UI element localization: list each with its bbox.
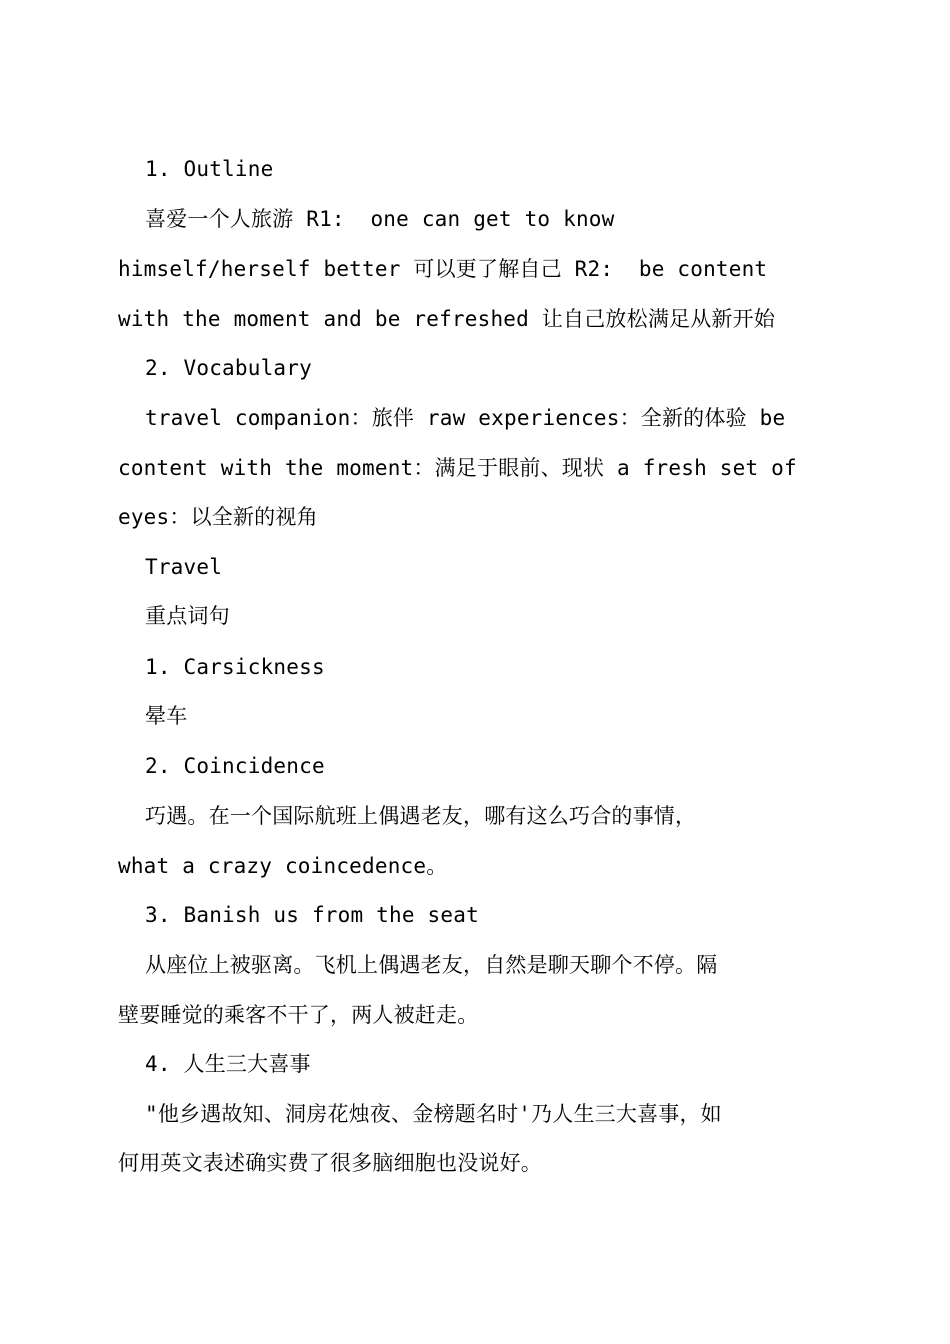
phrase-3-text-line-1: 从座位上被驱离。飞机上偶遇老友，自然是聊天聊个不停。隔 (145, 953, 718, 977)
key-phrases-heading: 重点词句 (145, 604, 230, 628)
vocabulary-text-line-1: travel companion：旅伴 raw experiences：全新的体验 be (145, 406, 786, 430)
phrase-1-title: 1. Carsickness (145, 655, 325, 679)
phrase-2-title: 2. Coincidence (145, 754, 325, 778)
outline-heading: 1. Outline (145, 157, 274, 181)
phrase-4-text-line-2: 何用英文表述确实费了很多脑细胞也没说好。 (118, 1151, 542, 1175)
phrase-2-text-line-1: 巧遇。在一个国际航班上偶遇老友，哪有这么巧合的事情， (145, 804, 697, 828)
phrase-2-text-line-2: what a crazy coincedence。 (118, 854, 448, 878)
outline-text-line-1: 喜爱一个人旅游 R1: one can get to know (145, 207, 615, 231)
phrase-3-title: 3. Banish us from the seat (145, 903, 479, 927)
vocabulary-text-line-3: eyes：以全新的视角 (118, 505, 318, 529)
vocabulary-text-line-2: content with the moment：满足于眼前、现状 a fresh set of (118, 456, 797, 480)
phrase-4-title: 4. 人生三大喜事 (145, 1052, 311, 1076)
outline-text-line-3: with the moment and be refreshed 让自己放松满足从新开始 (118, 307, 776, 331)
travel-heading: Travel (145, 555, 223, 579)
vocabulary-heading: 2. Vocabulary (145, 356, 312, 380)
phrase-1-text: 晕车 (145, 704, 188, 728)
outline-text-line-2: himself/herself better 可以更了解自己 R2: be content (118, 257, 768, 281)
phrase-3-text-line-2: 壁要睡觉的乘客不干了，两人被赶走。 (118, 1003, 479, 1027)
phrase-4-text-line-1: "他乡遇故知、洞房花烛夜、金榜题名时'乃人生三大喜事，如 (145, 1102, 722, 1126)
